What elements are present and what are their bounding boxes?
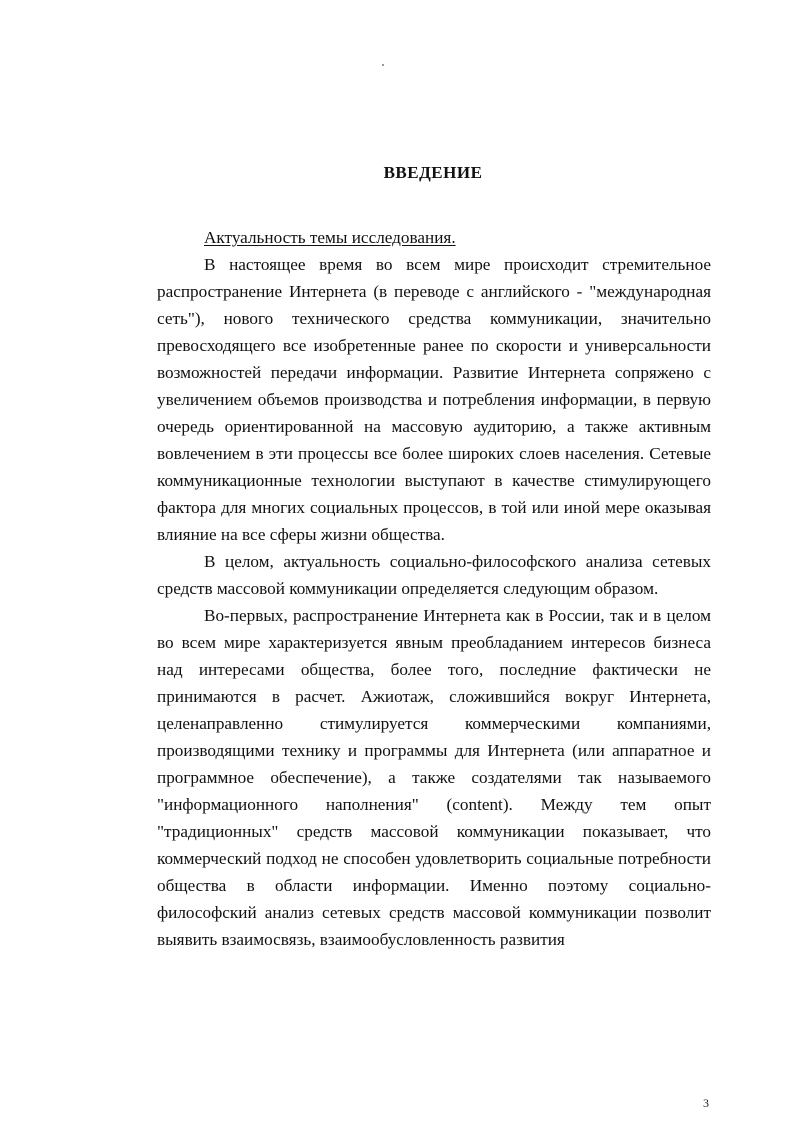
paragraph-3: Во-первых, распространение Интернета как в России, так и в целом во всем мире характеризуется явным преобладанием интересов бизнеса над интересами общества, более того, последние фактически не принимаются в расчет. Ажиотаж, сложившийся вокруг Интернета, целенаправленно стимулируется коммерческими компаниями, производящими технику и программы для Интернета (или аппаратное и программное обеспечение), а также создателями так называемого "информационного наполнения" (content). Между тем опыт "традиционных" средств массовой коммуникации показывает, что коммерческий подход не способен удовлетворить социальные потребности общества в области информации. Именно поэтому социально-философский анализ сетевых средств массовой коммуникации позволит выявить взаимосвязь, взаимообусловленность развития (157, 606, 711, 949)
page-number: 3 (703, 1096, 709, 1110)
scan-speck (382, 64, 384, 66)
document-title: ВВЕДЕНИЕ (383, 163, 483, 182)
document-body (157, 224, 711, 953)
paragraph-1: В настоящее время во всем мире происходит стремительное распространение Интернета (в переводе с английского - "международная сеть"), нового технического средства коммуникации, значительно превосходящего все изобретенные ранее по скорости и универсальности возможностей передачи информации. Развитие Интернета сопряжено с увеличением объемов производства и потребления информации, в первую очередь ориентированной на массовую аудиторию, а также активным вовлечением в эти процессы все более широких слоев населения. Сетевые коммуникационные технологии выступают в качестве стимулирующего фактора для многих социальных процессов, в той или иной мере оказывая влияние на все сферы жизни общества. (157, 255, 711, 544)
section-heading: Актуальность темы исследования. (204, 228, 456, 247)
paragraph-2: В целом, актуальность социально-философского анализа сетевых средств массовой коммуникации определяется следующим образом. (157, 552, 711, 598)
